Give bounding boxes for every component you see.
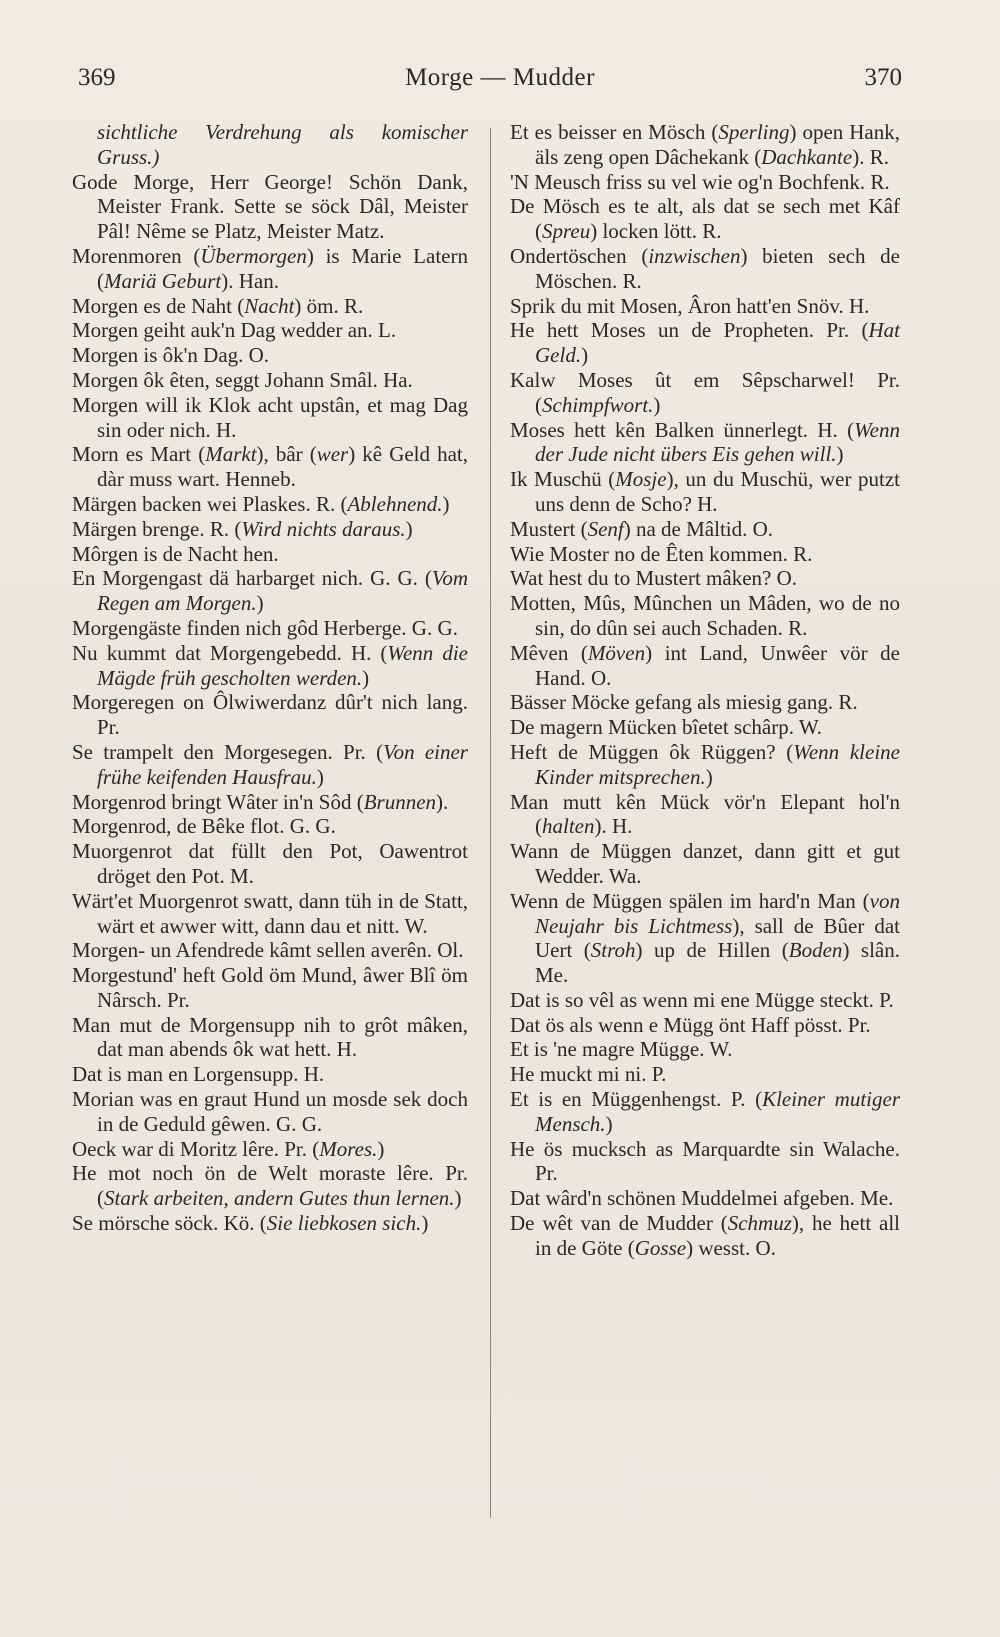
italic-gloss: Ablehnend. (347, 491, 443, 516)
entry-text: Morgen ôk êten, seggt Johann Smâl. Ha. (72, 367, 413, 392)
proverb-entry (510, 120, 900, 170)
proverb-entry (72, 1012, 468, 1063)
proverb-entry (72, 516, 468, 542)
entry-text: ) up de Hillen ( (635, 938, 789, 963)
entry-text: Motten, Mûs, Mûnchen un Mâden, wo de no sin, do dûn sei auch Schaden. R. (510, 591, 900, 640)
entry-text: ) kê Geld hat, dàr muss wart. Henneb. (97, 442, 468, 492)
entry-text: Morgen geiht auk'n Dag wedder an. L. (72, 318, 397, 343)
italic-gloss: Übermorgen (200, 243, 307, 268)
proverb-entry (510, 293, 900, 319)
proverb-entry (510, 318, 900, 368)
entry-text: ) (377, 1136, 385, 1161)
proverb-entry (72, 615, 468, 641)
italic-gloss: Boden (788, 938, 843, 963)
proverb-entry (72, 814, 468, 839)
entry-text: Se trampelt den Morgesegen. Pr. ( (72, 739, 384, 764)
proverb-entry (72, 318, 468, 343)
running-title: Morge — Mudder (405, 64, 595, 91)
italic-gloss: wer (316, 442, 349, 467)
entry-text: Morgenrod, de Bêke flot. G. G. (72, 814, 336, 839)
proverb-entry (510, 839, 900, 889)
italic-gloss: Mariä Geburt (104, 268, 222, 293)
entry-text: He ös mucksch as Marquardte sin Walache. Pr. (510, 1136, 900, 1186)
entry-text: ) (605, 1111, 613, 1136)
right-page-number: 370 (864, 64, 902, 91)
entry-text: ). R. (852, 144, 889, 169)
italic-gloss: Stark arbeiten, andern Gutes thun lernen. (104, 1186, 455, 1211)
entry-text: ). Han. (221, 268, 279, 293)
entry-text: Heft de Müggen ôk Rüggen? ( (510, 739, 794, 764)
entry-text: En Morgengast dä harbarget nich. G. G. ( (72, 566, 432, 591)
entry-text: ) slân. Me. (535, 938, 900, 988)
entry-text: Wenn de Müggen spälen im hard'n Man ( (510, 888, 870, 913)
entry-text: Morgen- un Afendrede kâmt sellen averên. Ol. (72, 938, 464, 963)
entry-text: Wann de Müggen danzet, dann gitt et gut Wedder. Wa. (510, 839, 900, 888)
proverb-entry (72, 963, 468, 1013)
proverb-entry (72, 243, 468, 294)
entry-text: Wärt'et Muorgenrot swatt, dann tüh in de Statt, wärt et awwer witt, dann dau et nitt. W. (72, 888, 468, 938)
italic-gloss: Spreu (542, 219, 591, 244)
proverb-entry (510, 1062, 900, 1087)
proverb-entry (72, 343, 468, 368)
entry-text: ) is Marie Latern ( (97, 243, 468, 293)
italic-gloss: Wenn die Mägde früh gescholten werden. (97, 640, 468, 690)
entry-text: Morian was en graut Hund un mosde sek doch in de Geduld gêwen. G. G. (72, 1087, 468, 1136)
proverb-entry (510, 243, 900, 294)
entry-text: Ondertöschen ( (510, 243, 649, 268)
entry-text: Moses hett kên Balken ünnerlegt. H. ( (510, 417, 855, 442)
italic-gloss: Dachkante (761, 144, 853, 169)
italic-gloss: Von einer frühe keifenden Hausfrau. (97, 739, 468, 789)
proverb-entry (72, 1161, 468, 1211)
italic-gloss: Wenn kleine Kinder mitsprechen. (535, 739, 900, 789)
proverb-entry (510, 1211, 901, 1261)
entry-text: Morgenrod bringt Wâter in'n Sôd ( (72, 789, 364, 814)
entry-text: Wie Moster no de Êten kommen. R. (510, 541, 813, 566)
proverb-entry (510, 169, 900, 195)
entry-text: Morgeregen on Ôlwiwerdanz dûr't nich lang. Pr. (72, 690, 468, 740)
proverb-entry (72, 169, 468, 244)
proverb-entry (510, 1136, 900, 1187)
proverb-entry (510, 417, 900, 468)
proverb-entry (97, 120, 468, 170)
italic-gloss: Möven (587, 640, 646, 665)
proverb-entry (510, 1012, 900, 1038)
proverb-entry (510, 1087, 900, 1137)
entry-text: ) (442, 491, 450, 516)
entry-text: De Mösch es te alt, als dat se sech met Kâf ( (510, 194, 900, 244)
entry-text: Man mutt kên Mück vör'n Elepant hol'n ( (510, 789, 900, 839)
left-column (72, 120, 468, 1236)
italic-gloss: halten (542, 814, 595, 839)
italic-gloss: sichtliche Verdrehung als komischer Gruss.) (97, 120, 468, 169)
italic-gloss: Schimpfwort. (542, 392, 654, 417)
italic-gloss: Senf (587, 516, 624, 541)
italic-gloss: von Neujahr bis Lichtmess (535, 888, 900, 938)
entry-text: Ik Muschü ( (510, 467, 616, 492)
entry-text: ) (316, 764, 324, 789)
entry-text: ) (362, 665, 370, 690)
entry-text: Dat is man en Lorgensupp. H. (72, 1062, 325, 1087)
italic-gloss: Mosje (615, 467, 667, 492)
entry-text: Wat hest du to Mustert mâken? O. (510, 566, 797, 591)
entry-text: Morgen es de Naht ( (72, 293, 245, 318)
proverb-entry (72, 541, 468, 567)
italic-gloss: Nacht (244, 293, 295, 318)
entry-text: ) (581, 343, 589, 368)
italic-gloss: Mores. (319, 1136, 378, 1161)
entry-text: Môrgen is de Nacht hen. (72, 541, 279, 566)
italic-gloss: inzwischen (648, 243, 741, 268)
entry-text: ) (405, 516, 413, 541)
proverb-entry (72, 888, 468, 939)
entry-text: ) na de Mâltid. O. (623, 516, 774, 541)
entry-text: ) bieten sech de Möschen. R. (535, 243, 900, 293)
column-divider (490, 128, 491, 1518)
entry-text: ) (653, 392, 661, 417)
proverb-entry (510, 566, 900, 591)
proverb-entry (510, 1186, 900, 1211)
italic-gloss: Hat Geld. (535, 318, 900, 368)
entry-text: ) öm. R. (294, 293, 364, 318)
entry-text: Se mörsche söck. Kö. ( (72, 1211, 267, 1236)
proverb-entry (72, 566, 468, 616)
proverb-entry (510, 690, 900, 715)
entry-text: He mot noch ön de Welt moraste lêre. Pr. ( (72, 1161, 468, 1211)
proverb-entry (72, 1136, 468, 1162)
entry-text: ) open Hank, äls zeng open Dâchekank ( (535, 120, 900, 169)
entry-text: 'N Meusch friss su vel wie og'n Bochfenk. R. (510, 169, 890, 194)
proverb-entry (72, 442, 468, 492)
entry-text: Oeck war di Moritz lêre. Pr. ( (72, 1136, 320, 1161)
proverb-entry (72, 367, 468, 393)
entry-text: Morgen is ôk'n Dag. O. (72, 343, 270, 368)
proverb-entry (510, 715, 900, 740)
entry-text: Mêven ( (510, 640, 588, 665)
proverb-entry (510, 541, 900, 567)
entry-text: ) (454, 1186, 462, 1211)
entry-text: ), sall de Bûer dat Uert ( (535, 913, 900, 963)
entry-text: ) (256, 591, 264, 616)
entry-text: Gode Morge, Herr George! Schön Dank, Meister Frank. Sette se söck Dâl, Meister Pâl! Nême se Platz, Meister Matz. (72, 169, 468, 244)
proverb-entry (510, 516, 900, 542)
entry-text: Kalw Moses ût em Sêpscharwel! Pr. ( (510, 367, 900, 417)
entry-text: He hett Moses un de Propheten. Pr. ( (510, 318, 869, 343)
italic-gloss: Sperling (718, 120, 790, 144)
proverb-entry (72, 839, 468, 889)
proverb-entry (72, 789, 468, 815)
proverb-entry (510, 591, 900, 641)
proverb-entry (510, 467, 900, 517)
left-page-number: 369 (78, 64, 116, 91)
italic-gloss: Wird nichts daraus. (241, 516, 406, 541)
proverb-entry (72, 739, 468, 790)
italic-gloss: Schmuz (727, 1211, 792, 1236)
entry-text: ). H. (594, 814, 633, 839)
proverb-entry (510, 640, 901, 691)
entry-text: Märgen brenge. R. ( (72, 516, 242, 541)
entry-text: Sprik du mit Mosen, Âron hatt'en Snöv. H. (510, 293, 870, 318)
entry-text: ) int Land, Unwêer vör de Hand. O. (535, 640, 901, 690)
proverb-entry (510, 367, 900, 418)
entry-text: Et is 'ne magre Mügge. W. (510, 1037, 733, 1062)
proverb-entry (72, 1211, 468, 1236)
proverb-entry (510, 739, 900, 790)
entry-text: Mustert ( (510, 516, 588, 541)
entry-text: He muckt mi ni. P. (510, 1062, 667, 1087)
entry-text: Morgestund' heft Gold öm Mund, âwer Blî öm Nârsch. Pr. (72, 963, 468, 1012)
entry-text: ), bâr ( (256, 442, 317, 467)
entry-text: Morgengäste finden nich gôd Herberge. G. G. (72, 615, 458, 640)
proverb-entry (510, 888, 900, 988)
proverb-entry (72, 392, 468, 443)
entry-text: ), un du Muschü, wer putzt uns denn de Scho? H. (535, 467, 900, 516)
italic-gloss: Markt (205, 442, 257, 467)
proverb-entry (72, 491, 468, 517)
proverb-entry (72, 1087, 468, 1137)
entry-text: ) (705, 764, 713, 789)
entry-text: Morgen will ik Klok acht upstân, et mag Dag sin oder nich. H. (72, 392, 468, 442)
entry-text: De magern Mücken bîetet schârp. W. (510, 715, 822, 740)
entry-text: Man mut de Morgensupp nih to grôt mâken, dat man abends ôk wat hett. H. (72, 1012, 468, 1062)
entry-text: Morn es Mart ( (72, 442, 206, 467)
entry-text: Dat wârd'n schönen Muddelmei afgeben. Me. (510, 1186, 894, 1211)
entry-text: Nu kummt dat Morgengebedd. H. ( (72, 640, 388, 665)
italic-gloss: Vom Regen am Morgen. (97, 566, 468, 616)
entry-text: ), he hett all in de Göte ( (535, 1211, 901, 1260)
entry-text: ) wesst. O. (686, 1235, 776, 1260)
proverb-entry (72, 1062, 468, 1087)
proverb-entry (510, 194, 900, 244)
proverb-entry (72, 293, 468, 319)
entry-text: ). (436, 789, 449, 814)
italic-gloss: Brunnen (363, 789, 437, 814)
proverb-entry (510, 1037, 900, 1062)
proverb-entry (72, 640, 468, 691)
italic-gloss: Gosse (634, 1235, 687, 1260)
entry-text: ) (421, 1211, 429, 1236)
entry-text: Morenmoren ( (72, 243, 201, 268)
entry-text: Et es beisser en Mösch ( (510, 120, 719, 144)
italic-gloss: Kleiner mutiger Mensch. (535, 1087, 900, 1136)
italic-gloss: Sie liebkosen sich. (266, 1211, 422, 1236)
proverb-entry (72, 938, 468, 963)
entry-text: Et is en Müggenhengst. P. ( (510, 1087, 763, 1112)
proverb-entry (510, 789, 900, 840)
right-column (510, 120, 900, 1261)
entry-text: De wêt van de Mudder ( (510, 1211, 728, 1236)
entry-text: ) locken lött. R. (590, 219, 722, 244)
entry-text: Muorgenrot dat füllt den Pot, Oawentrot dröget den Pot. M. (72, 839, 468, 888)
entry-text: Dat is so vêl as wenn mi ene Mügge steckt. P. (510, 987, 894, 1012)
proverb-entry (510, 987, 900, 1013)
italic-gloss: Wenn der Jude nicht übers Eis gehen will. (535, 417, 900, 467)
italic-gloss: Stroh (590, 938, 636, 963)
proverb-entry (72, 690, 468, 740)
entry-text: ) (836, 442, 844, 467)
entry-text: Bässer Möcke gefang als miesig gang. R. (510, 690, 858, 715)
entry-text: Dat ös als wenn e Mügg önt Haff pösst. Pr. (510, 1012, 871, 1037)
entry-text: Märgen backen wei Plaskes. R. ( (72, 491, 348, 516)
